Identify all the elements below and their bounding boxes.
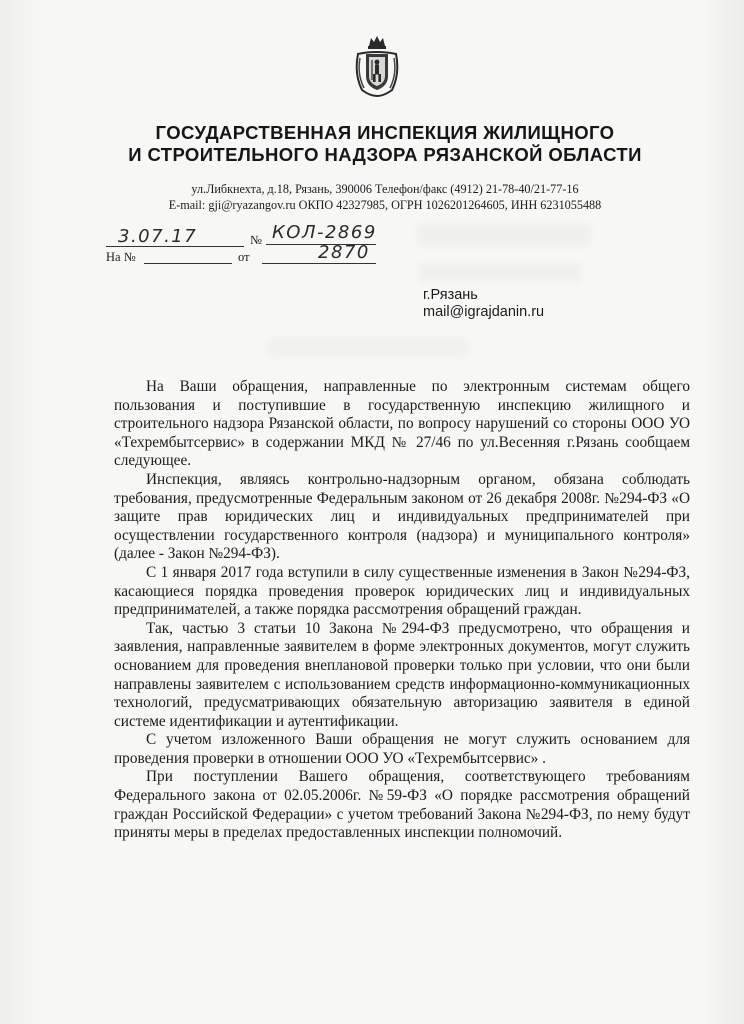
ryazan-coat-of-arms-icon (352, 34, 402, 98)
org-title-line-2: И СТРОИТЕЛЬНОГО НАДЗОРА РЯЗАНСКОЙ ОБЛАСТИ (128, 144, 642, 165)
redacted-area (268, 338, 468, 356)
body-paragraph: Так, частью 3 статьи 10 Закона №294-ФЗ предусмотрено, что обращения и заявления, направленные заявителем в форме электронных документов, могут служить основанием для проведения внеплановой проверки только при условии, что они были направлены заявителем с использованием средств информационно-коммуникационных технологий, предусматривающих обязательную авторизацию заявителя в единой системе идентификации и аутентификации. (114, 619, 690, 730)
addressee-email: mail@igrajdanin.ru (423, 304, 545, 320)
handwritten-date: 3.07.17 (118, 226, 198, 247)
letter-body (114, 378, 690, 843)
addressee-city: г.Рязань (423, 287, 478, 303)
handwritten-outgoing-number: КОЛ-2869 (272, 222, 377, 243)
reply-to-label: На № (106, 250, 136, 264)
handwritten-from: 2870 (318, 242, 370, 263)
number-label: № (250, 233, 262, 247)
redacted-area (418, 224, 590, 246)
body-paragraph: С 1 января 2017 года вступили в силу существенные изменения в Закон №294-ФЗ, касающиеся порядка проведения проверок юридических лиц и индивидуальных предпринимателей, а также порядка рассмотрения обращений граждан. (114, 563, 690, 619)
reply-to-underline (144, 263, 232, 264)
from-underline (262, 263, 376, 264)
redacted-area (420, 264, 580, 282)
body-paragraph: С учетом изложенного Ваши обращения не могут служить основанием для проведения проверки в отношении ООО УО «Техрембытсервис» . (114, 731, 690, 767)
body-paragraph: На Ваши обращения, направленные по электронным системам общего пользования и поступившие в государственную инспекцию жилищного и строительного надзора Рязанской области, по вопросу нарушений со стороны ООО УО «Техрембытсервис» в содержании МКД № 27/46 по ул.Весенняя г.Рязань сообщаем следующее. (114, 378, 690, 470)
org-email-and-ids: E-mail: gji@ryazangov.ru ОКПО 42327985, ОГРН 1026201264605, ИНН 6231055488 (168, 198, 602, 212)
body-paragraph: Инспекция, являясь контрольно-надзорным органом, обязана соблюдать требования, предусмотренные Федеральным законом от 26 декабря 2008г. №294-ФЗ «О защите прав юридических лиц и индивидуальных предпринимателей при осуществлении государственного контроля (надзора) и муниципального контроля» (далее - Закон №294-ФЗ). (114, 470, 690, 563)
org-address: ул.Либкнехта, д.18, Рязань, 390006 Телефон/факс (4912) 21-78-40/21-77-16 (191, 182, 579, 196)
date-underline (106, 246, 244, 247)
body-paragraph: При поступлении Вашего обращения, соответствующего требованиям Федерального закона от 02.05.2006г. №59-ФЗ «О порядке рассмотрения обращений граждан Российской Федерации» с учетом требований Закона №294-ФЗ, по нему будут приняты меры в пределах предоставленных инспекции полномочий. (114, 768, 690, 842)
org-title-line-1: ГОСУДАРСТВЕННАЯ ИНСПЕКЦИЯ ЖИЛИЩНОГО (155, 122, 615, 143)
from-label: от (238, 250, 250, 264)
